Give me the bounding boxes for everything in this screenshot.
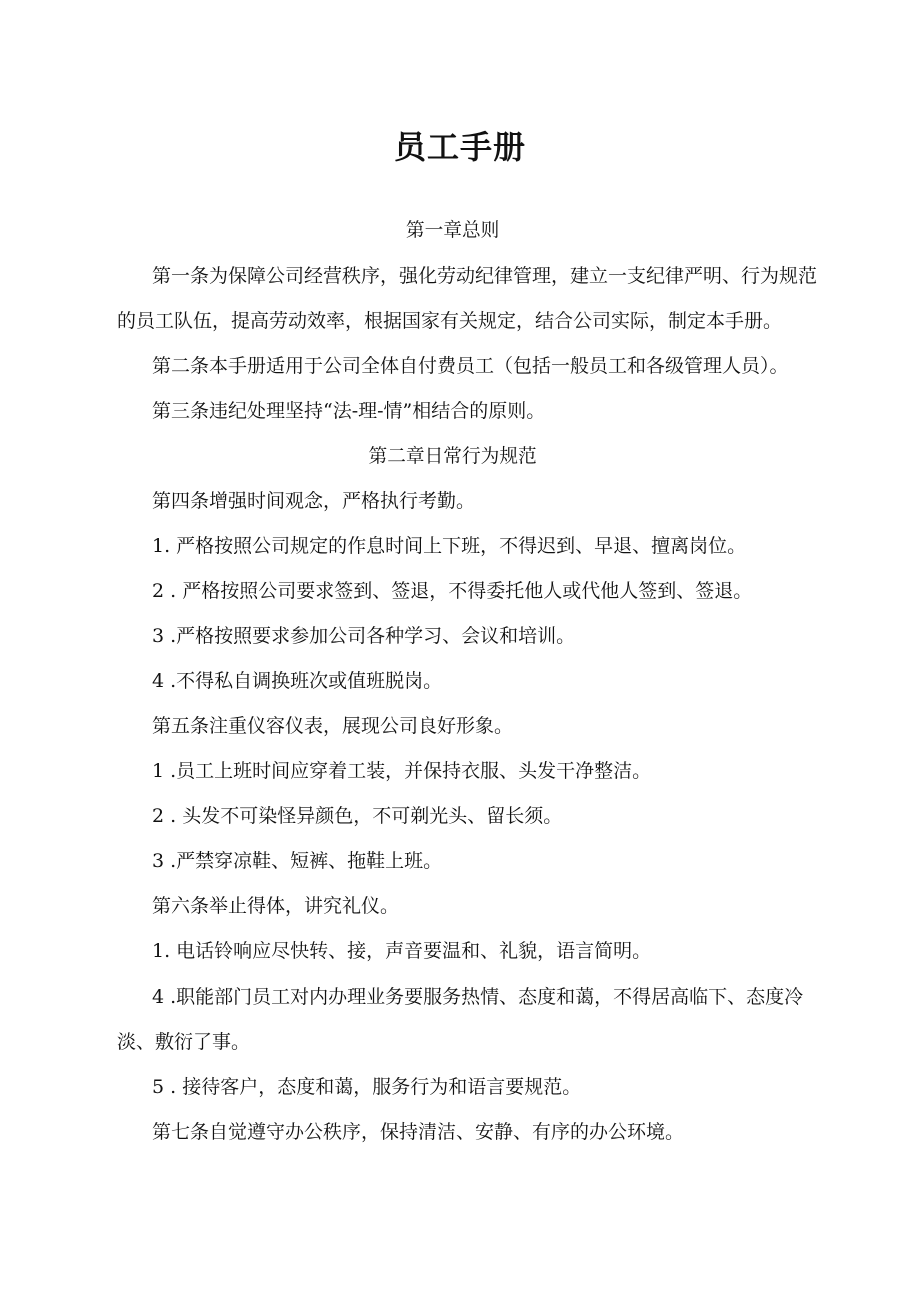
article-5: 第五条注重仪容仪表，展现公司良好形象。 bbox=[152, 715, 514, 737]
article-1-line-2: 的员工队伍，提高劳动效率，根据国家有关规定，结合公司实际，制定本手册。 bbox=[117, 310, 783, 332]
article-4-item-4: 4 .不得私自调换班次或值班脱岗。 bbox=[152, 670, 443, 692]
document-title: 员工手册 bbox=[393, 128, 526, 166]
article-4-item-2: 2 . 严格按照公司要求签到、签退，不得委托他人或代他人签到、签退。 bbox=[152, 580, 753, 602]
article-6-item-4-line-2: 淡、敷衍了事。 bbox=[117, 1031, 251, 1053]
article-1-line-1: 第一条为保障公司经营秩序，强化劳动纪律管理，建立一支纪律严明、行为规范 bbox=[152, 265, 818, 287]
chapter-heading-1: 第一章总则 bbox=[405, 219, 500, 241]
article-6-item-1: 1. 电话铃响应尽快转、接，声音要温和、礼貌，语言简明。 bbox=[152, 940, 652, 962]
article-5-item-1: 1 .员工上班时间应穿着工装，并保持衣服、头发干净整洁。 bbox=[152, 760, 652, 782]
article-6: 第六条举止得体，讲究礼仪。 bbox=[152, 895, 400, 917]
article-4-item-3: 3 .严格按照要求参加公司各种学习、会议和培训。 bbox=[152, 625, 576, 647]
chapter-heading-2: 第二章日常行为规范 bbox=[368, 445, 537, 467]
article-6-item-5: 5 . 接待客户，态度和蔼，服务行为和语言要规范。 bbox=[152, 1076, 582, 1098]
article-4-item-1: 1. 严格按照公司规定的作息时间上下班，不得迟到、早退、擅离岗位。 bbox=[152, 535, 747, 557]
article-7: 第七条自觉遵守办公秩序，保持清洁、安静、有序的办公环境。 bbox=[152, 1121, 685, 1143]
article-4: 第四条增强时间观念，严格执行考勤。 bbox=[152, 490, 476, 512]
article-2: 第二条本手册适用于公司全体自付费员工（包括一般员工和各级管理人员）。 bbox=[152, 355, 789, 377]
article-6-item-4-line-1: 4 .职能部门员工对内办理业务要服务热情、态度和蔼，不得居高临下、态度冷 bbox=[152, 986, 804, 1008]
article-3: 第三条违纪处理坚持“法-理-情”相结合的原则。 bbox=[152, 400, 546, 422]
article-5-item-2: 2 . 头发不可染怪异颜色，不可剃光头、留长须。 bbox=[152, 805, 563, 827]
article-5-item-3: 3 .严禁穿凉鞋、短裤、拖鞋上班。 bbox=[152, 850, 443, 872]
